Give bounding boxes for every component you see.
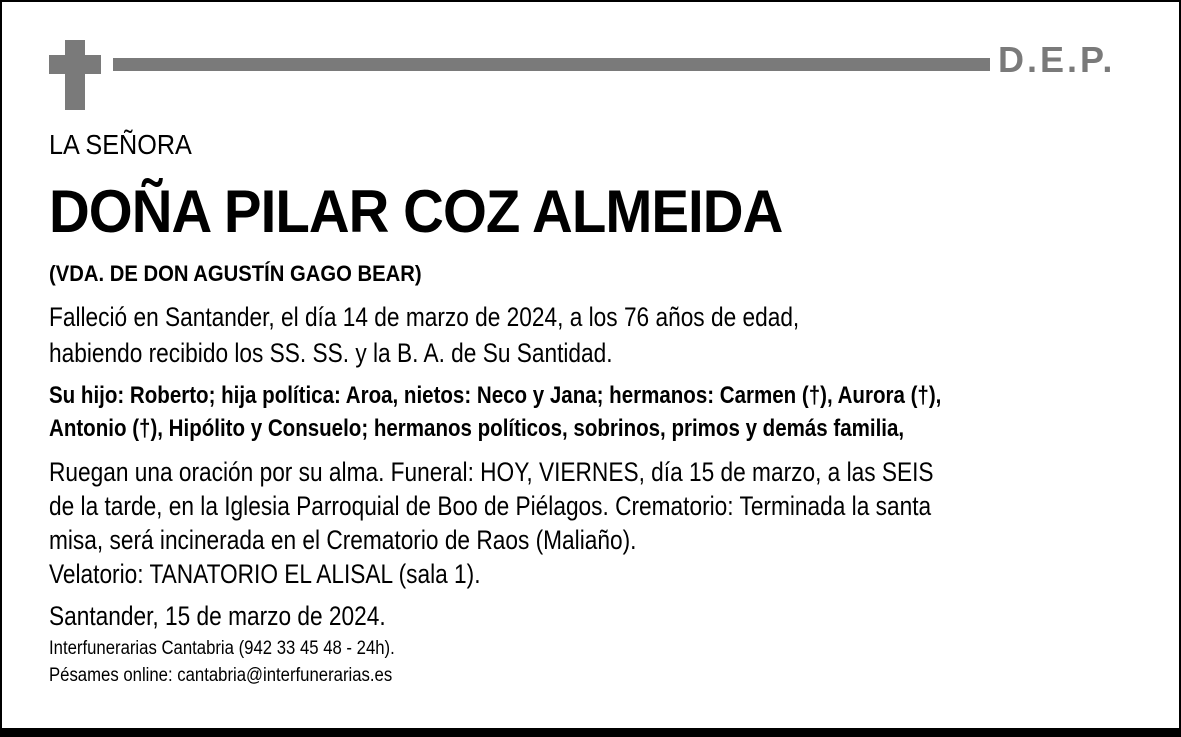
salutation: LA SEÑORA: [49, 129, 192, 160]
funeral-line-1: Ruegan una oración por su alma. Funeral: HOY, VIERNES, día 15 de marzo, a las SEIS: [49, 457, 934, 487]
death-notice-line-1: Falleció en Santander, el día 14 de marzo de 2024, a los 76 años de edad,: [49, 302, 800, 332]
cross-horizontal-bar: [49, 55, 101, 74]
family-line-2: Antonio (†), Hipólito y Consuelo; hermanos políticos, sobrinos, primos y demás familia,: [49, 415, 905, 442]
condolences-contact: Pésames online: cantabria@interfunerarias.es: [49, 665, 393, 686]
funeral-line-3: misa, será incinerada en el Crematorio de Raos (Maliaño).: [49, 525, 637, 555]
funeral-home: Interfunerarias Cantabria (942 33 45 48 - 24h).: [49, 638, 395, 659]
funeral-line-2: de la tarde, en la Iglesia Parroquial de Boo de Piélagos. Crematorio: Terminada la santa: [49, 491, 932, 521]
family-line-1: Su hijo: Roberto; hija política: Aroa, nietos: Neco y Jana; hermanos: Carmen (†), Aurora (†),: [49, 382, 942, 409]
cross-vertical-bar: [65, 40, 85, 110]
deceased-name: DOÑA PILAR COZ ALMEIDA: [49, 178, 783, 245]
header-rule: [113, 58, 990, 71]
dep-label: D.E.P.: [998, 39, 1116, 80]
death-notice-line-2: habiendo recibido los SS. SS. y la B. A. de Su Santidad.: [49, 338, 613, 368]
widow-of: (VDA. DE DON AGUSTÍN GAGO BEAR): [49, 261, 422, 286]
place-date: Santander, 15 de marzo de 2024.: [49, 601, 386, 631]
wake-line: Velatorio: TANATORIO EL ALISAL (sala 1).: [49, 559, 481, 589]
